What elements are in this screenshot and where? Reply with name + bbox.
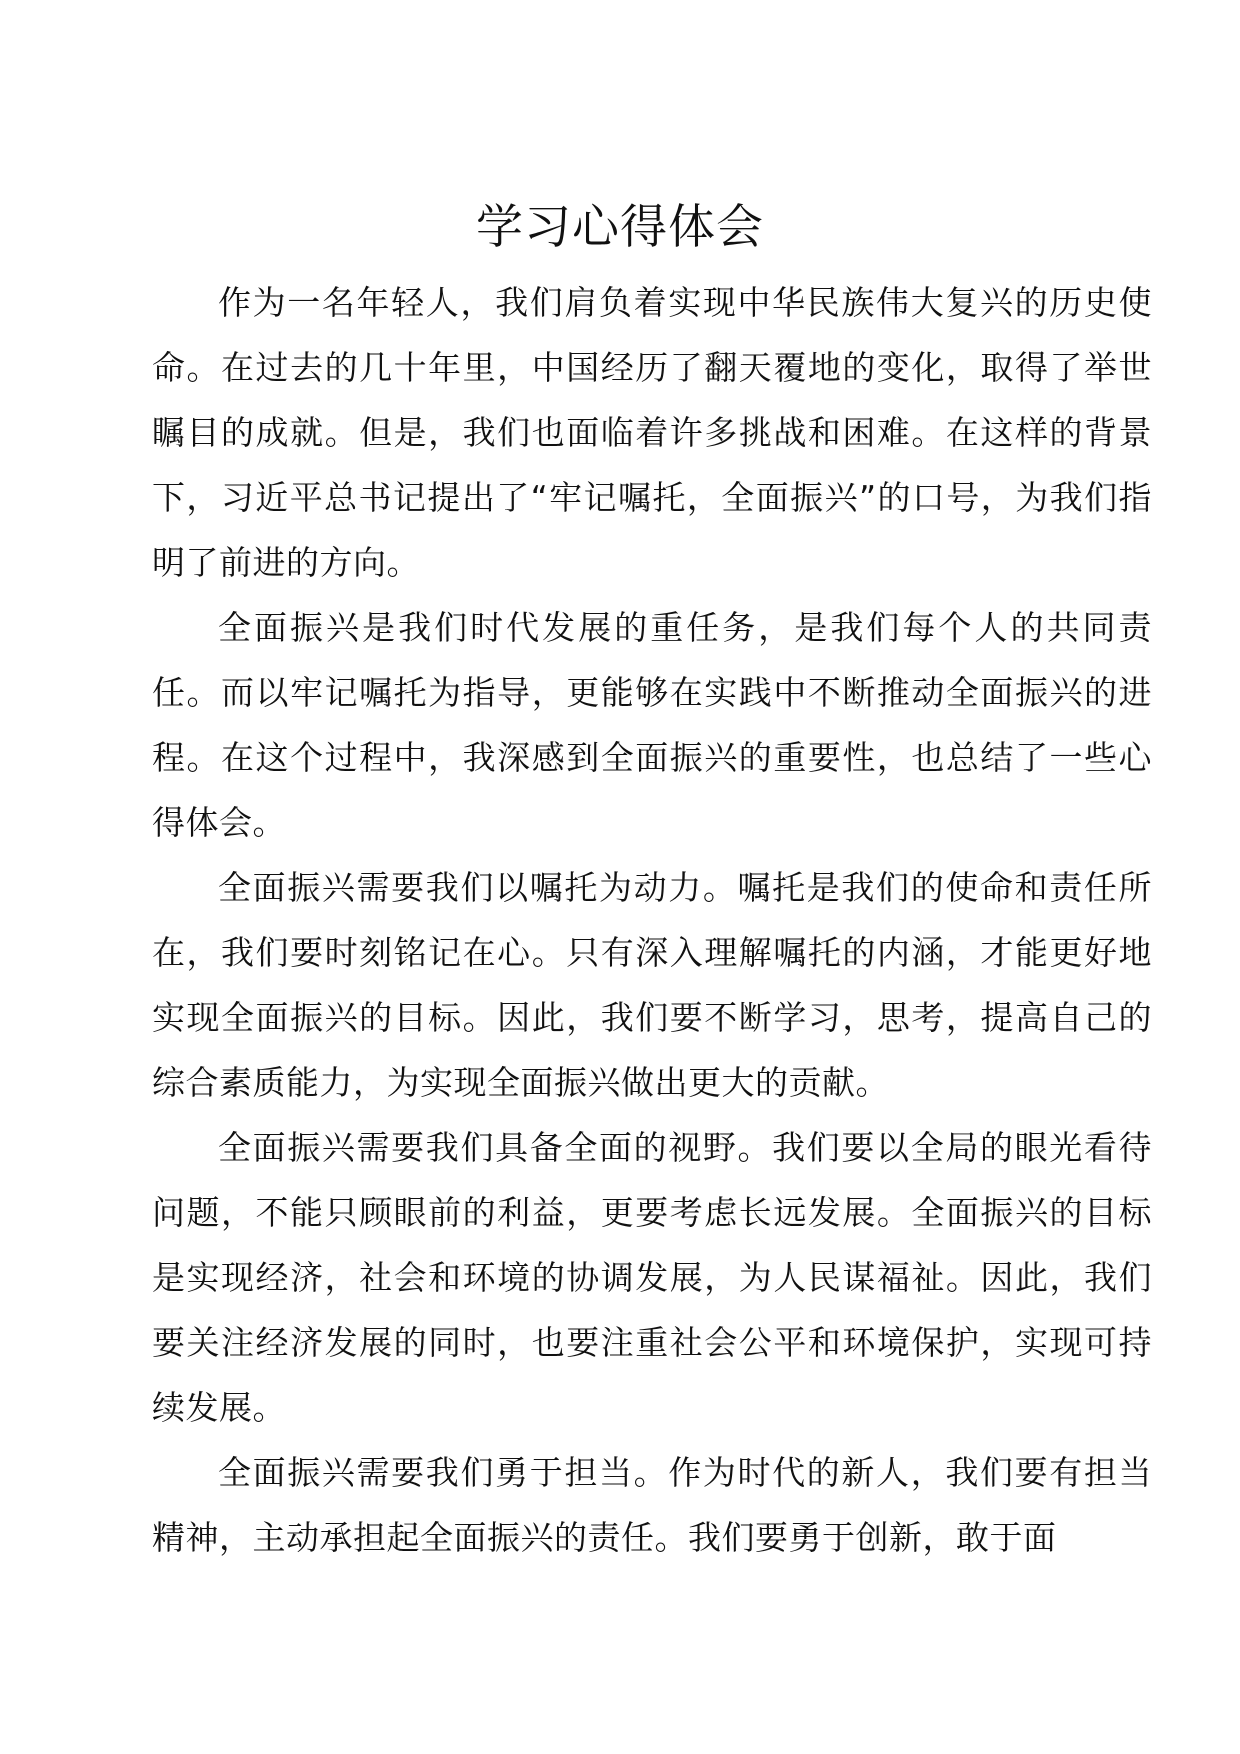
- document-body: [152, 270, 1152, 1570]
- paragraph-4: 全面振兴需要我们具备全面的视野。我们要以全局的眼光看待问题，不能只顾眼前的利益，更要考虑长远发展。全面振兴的目标是实现经济，社会和环境的协调发展，为人民谋福祉。因此，我们要关注经济发展的同时，也要注重社会公平和环境保护，实现可持续发展。: [152, 1128, 1152, 1427]
- paragraph-3: 全面振兴需要我们以嘱托为动力。嘱托是我们的使命和责任所在，我们要时刻铭记在心。只有深入理解嘱托的内涵，才能更好地实现全面振兴的目标。因此，我们要不断学习，思考，提高自己的综合素质能力，为实现全面振兴做出更大的贡献。: [152, 868, 1152, 1102]
- paragraph-5: 全面振兴需要我们勇于担当。作为时代的新人，我们要有担当精神，主动承担起全面振兴的责任。我们要勇于创新，敢于面: [152, 1453, 1152, 1557]
- document-title: 学习心得体会: [476, 200, 764, 255]
- paragraph-2: 全面振兴是我们时代发展的重任务，是我们每个人的共同责任。而以牢记嘱托为指导，更能够在实践中不断推动全面振兴的进程。在这个过程中，我深感到全面振兴的重要性，也总结了一些心得体会。: [152, 608, 1152, 842]
- paragraph-1: 作为一名年轻人，我们肩负着实现中华民族伟大复兴的历史使命。在过去的几十年里，中国经历了翻天覆地的变化，取得了举世瞩目的成就。但是，我们也面临着许多挑战和困难。在这样的背景下，习近平总书记提出了“牢记嘱托，全面振兴”的口号，为我们指明了前进的方向。: [152, 283, 1152, 582]
